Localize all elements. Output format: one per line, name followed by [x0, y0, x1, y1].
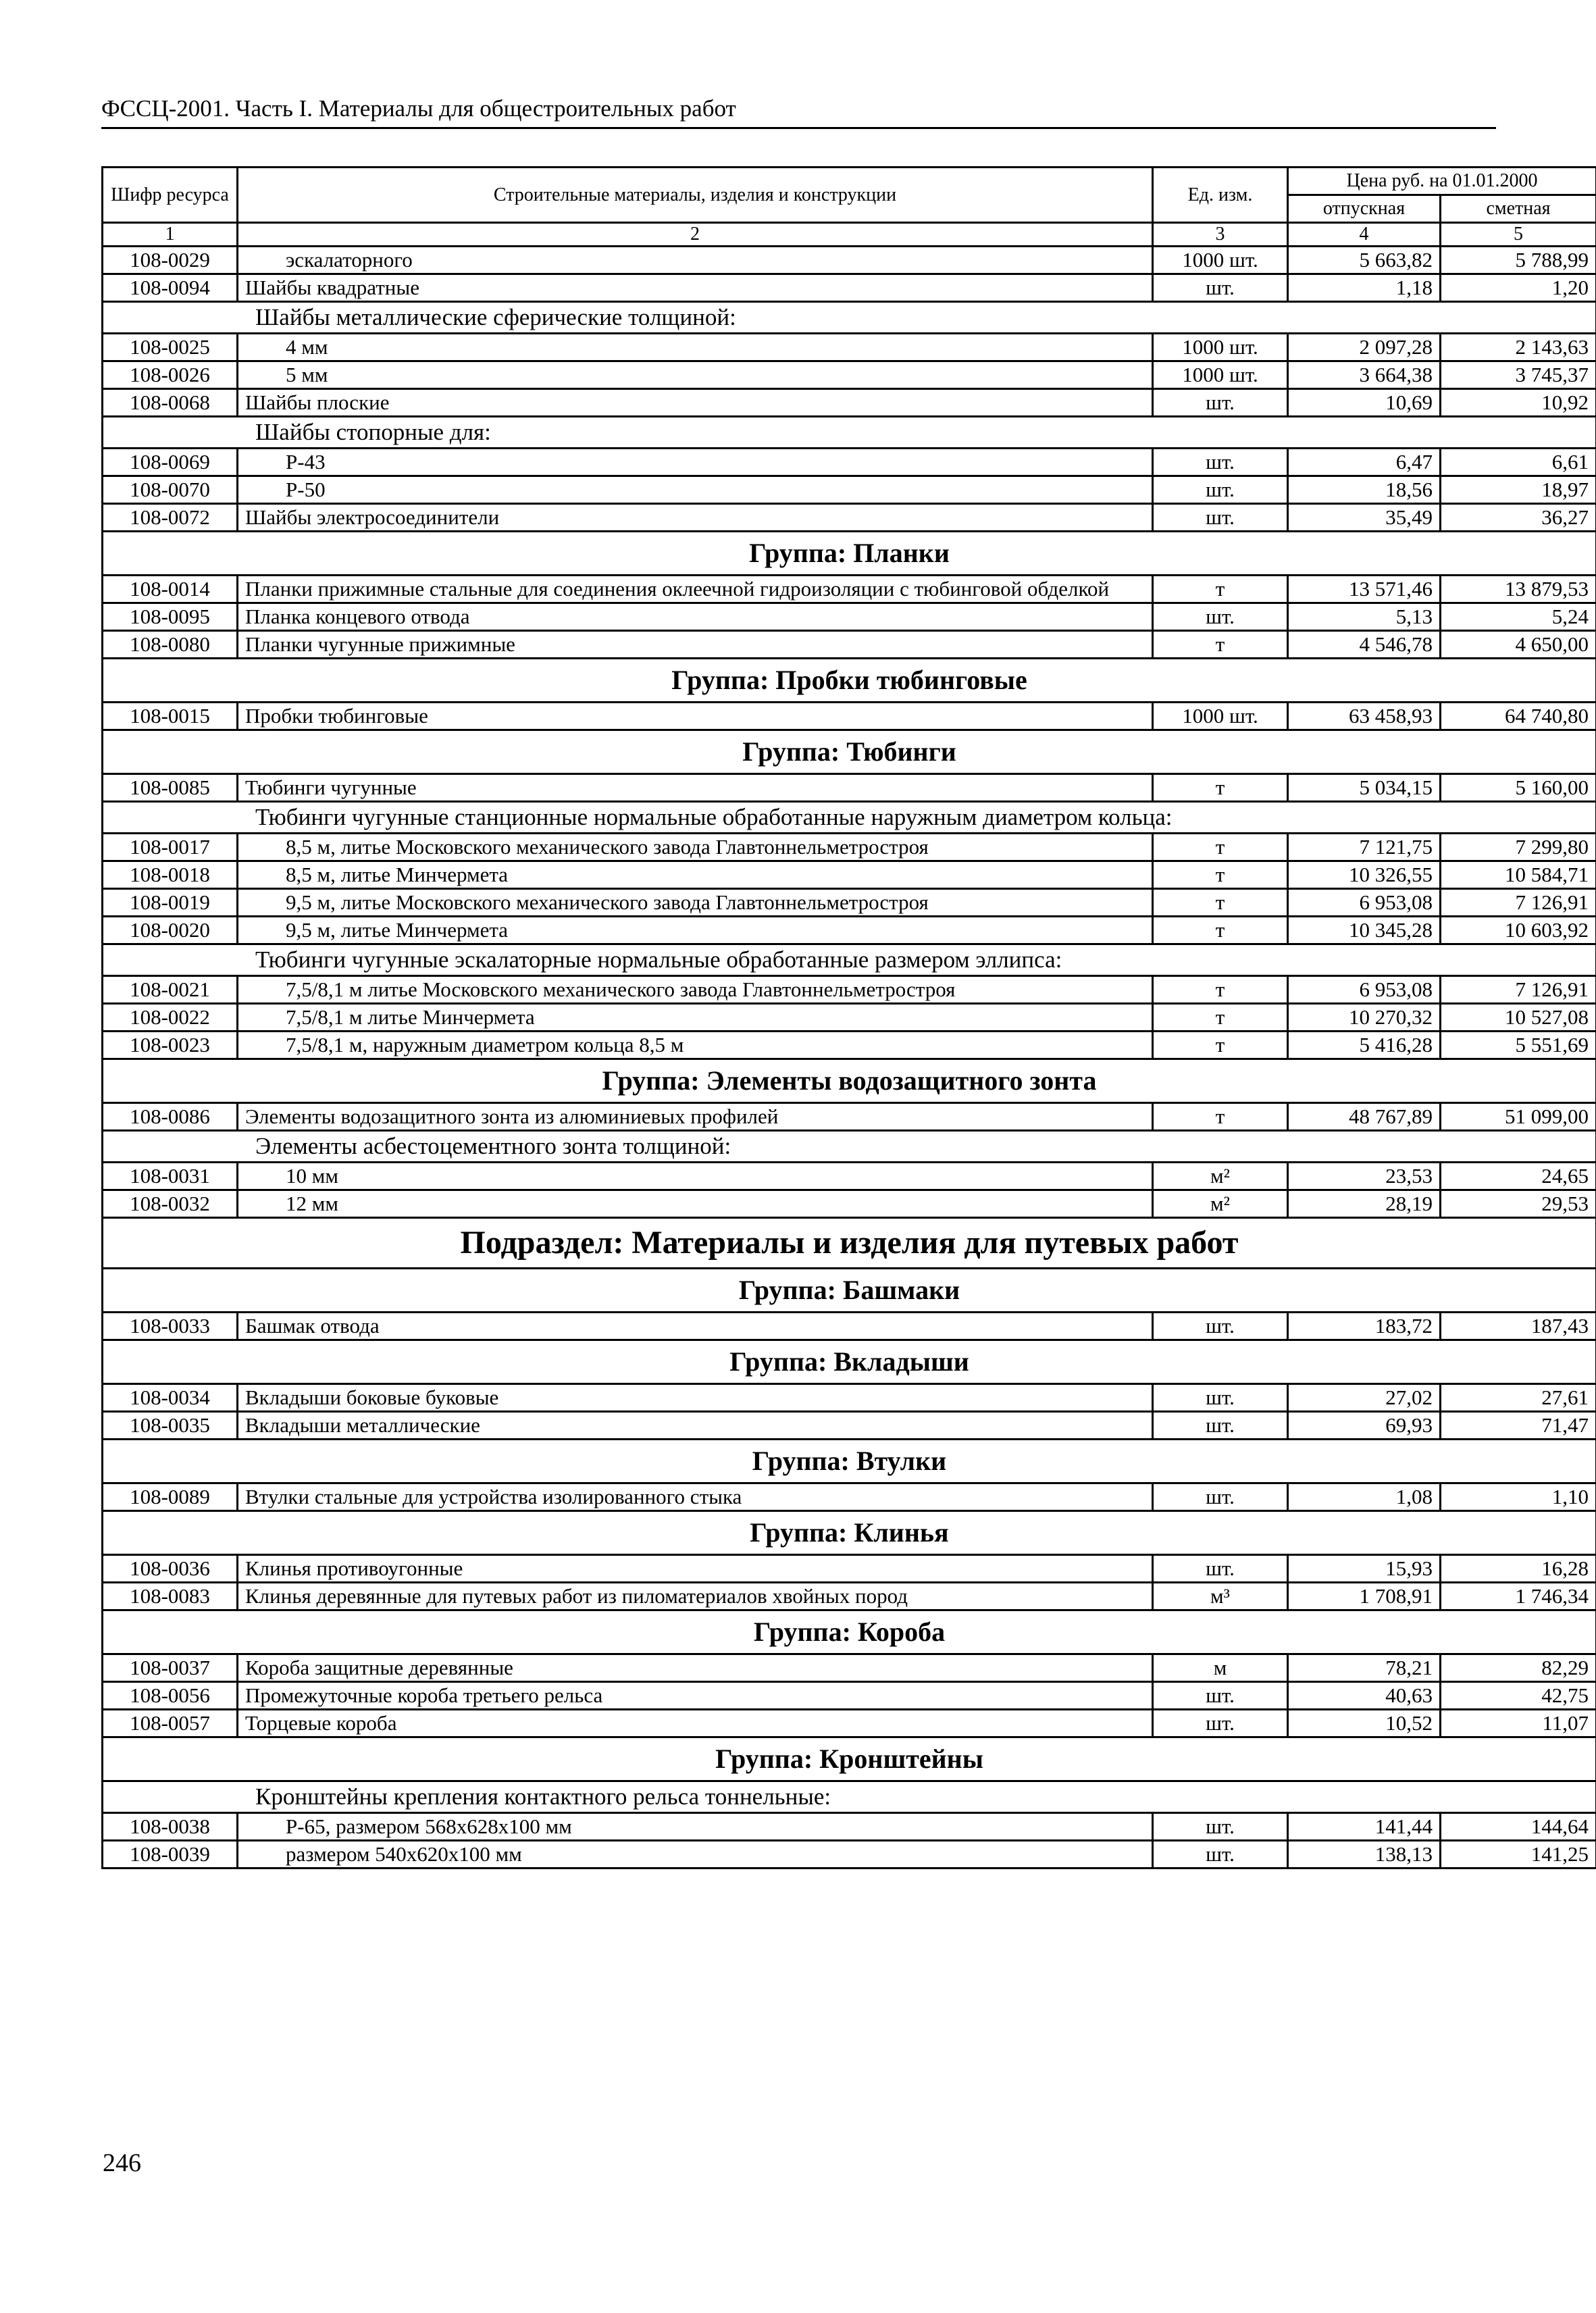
page-number: 246: [103, 2149, 141, 2177]
code-cell: 108-0039: [103, 1841, 238, 1869]
code-cell: 108-0023: [103, 1032, 238, 1059]
unit-cell: т: [1153, 774, 1288, 802]
name-cell: Клинья противоугонные: [238, 1555, 1153, 1583]
group-title: Группа: Элементы водозащитного зонта: [103, 1059, 1596, 1103]
subheading-row: [103, 1131, 1596, 1163]
group-row: [103, 659, 1596, 703]
estimate-price-cell: 51 099,00: [1441, 1103, 1596, 1131]
release-price-cell: 6,47: [1288, 449, 1441, 476]
table-row: [103, 476, 1596, 504]
estimate-price-cell: 5,24: [1441, 603, 1596, 631]
release-price-cell: 3 664,38: [1288, 361, 1441, 389]
unit-cell: т: [1153, 631, 1288, 659]
name-cell: Тюбинги чугунные: [238, 774, 1153, 802]
group-row: [103, 1340, 1596, 1384]
group-row: [103, 1059, 1596, 1103]
unit-cell: т: [1153, 1103, 1288, 1131]
col-number-3: 3: [1153, 223, 1288, 247]
code-cell: 108-0056: [103, 1682, 238, 1710]
name-cell: 9,5 м, литье Минчермета: [238, 917, 1153, 944]
estimate-price-cell: 71,47: [1441, 1412, 1596, 1440]
name-cell: Короба защитные деревянные: [238, 1654, 1153, 1682]
table-row: [103, 976, 1596, 1004]
release-price-cell: 5 416,28: [1288, 1032, 1441, 1059]
group-row: [103, 1269, 1596, 1313]
release-price-cell: 35,49: [1288, 504, 1441, 532]
table-row: [103, 504, 1596, 532]
estimate-price-cell: 10,92: [1441, 389, 1596, 417]
name-cell: 7,5/8,1 м литье Московского механического завода Главтоннельметростроя: [238, 976, 1153, 1004]
col-number-5: 5: [1441, 223, 1596, 247]
estimate-price-cell: 7 299,80: [1441, 834, 1596, 861]
release-price-cell: 5 034,15: [1288, 774, 1441, 802]
table-row: [103, 703, 1596, 730]
table-row: [103, 1412, 1596, 1440]
release-price-cell: 15,93: [1288, 1555, 1441, 1583]
unit-cell: м: [1153, 1654, 1288, 1682]
code-cell: 108-0038: [103, 1813, 238, 1841]
table-row: [103, 1163, 1596, 1190]
table-row: [103, 1004, 1596, 1032]
col-header-code: Шифр ресурса: [103, 168, 238, 223]
table-row: [103, 247, 1596, 274]
unit-cell: шт.: [1153, 1384, 1288, 1412]
name-cell: Р-65, размером 568х628х100 мм: [238, 1813, 1153, 1841]
subheading-text: Шайбы металлические сферические толщиной:: [103, 302, 1596, 334]
estimate-price-cell: 3 745,37: [1441, 361, 1596, 389]
code-cell: 108-0033: [103, 1313, 238, 1340]
name-cell: Элементы водозащитного зонта из алюминиевых профилей: [238, 1103, 1153, 1131]
table-body: [103, 247, 1596, 1869]
table-row: [103, 334, 1596, 361]
unit-cell: шт.: [1153, 1412, 1288, 1440]
name-cell: 8,5 м, литье Минчермета: [238, 861, 1153, 889]
release-price-cell: 5,13: [1288, 603, 1441, 631]
estimate-price-cell: 2 143,63: [1441, 334, 1596, 361]
unit-cell: шт.: [1153, 274, 1288, 302]
estimate-price-cell: 18,97: [1441, 476, 1596, 504]
release-price-cell: 1 708,91: [1288, 1583, 1441, 1610]
name-cell: Шайбы квадратные: [238, 274, 1153, 302]
unit-cell: т: [1153, 976, 1288, 1004]
release-price-cell: 6 953,08: [1288, 889, 1441, 917]
table-row: [103, 1682, 1596, 1710]
subheading-text: Кронштейны крепления контактного рельса тоннельные:: [103, 1781, 1596, 1813]
code-cell: 108-0083: [103, 1583, 238, 1610]
group-row: [103, 730, 1596, 774]
table-row: [103, 861, 1596, 889]
group-title: Группа: Вкладыши: [103, 1340, 1596, 1384]
col-number-4: 4: [1288, 223, 1441, 247]
unit-cell: шт.: [1153, 504, 1288, 532]
release-price-cell: 10 270,32: [1288, 1004, 1441, 1032]
table-row: [103, 1384, 1596, 1412]
release-price-cell: 40,63: [1288, 1682, 1441, 1710]
estimate-price-cell: 10 603,92: [1441, 917, 1596, 944]
release-price-cell: 2 097,28: [1288, 334, 1441, 361]
code-cell: 108-0029: [103, 247, 238, 274]
price-table: [101, 166, 1589, 1869]
estimate-price-cell: 4 650,00: [1441, 631, 1596, 659]
unit-cell: шт.: [1153, 603, 1288, 631]
name-cell: Планки прижимные стальные для соединения оклеечной гидроизоляции с тюбинговой обделкой: [238, 576, 1153, 603]
estimate-price-cell: 5 160,00: [1441, 774, 1596, 802]
name-cell: Вкладыши металлические: [238, 1412, 1153, 1440]
estimate-price-cell: 5 551,69: [1441, 1032, 1596, 1059]
estimate-price-cell: 10 584,71: [1441, 861, 1596, 889]
unit-cell: 1000 шт.: [1153, 703, 1288, 730]
release-price-cell: 13 571,46: [1288, 576, 1441, 603]
table-row: [103, 1103, 1596, 1131]
subheading-row: [103, 417, 1596, 449]
release-price-cell: 183,72: [1288, 1313, 1441, 1340]
estimate-price-cell: 6,61: [1441, 449, 1596, 476]
estimate-price-cell: 187,43: [1441, 1313, 1596, 1340]
column-number-row: [103, 223, 1596, 247]
table-row: [103, 774, 1596, 802]
group-title: Группа: Башмаки: [103, 1269, 1596, 1313]
subheading-text: Тюбинги чугунные станционные нормальные обработанные наружным диаметром кольца:: [103, 802, 1596, 834]
subheading-row: [103, 802, 1596, 834]
header-title: ФССЦ-2001. Часть I. Материалы для общестроительных работ: [101, 95, 736, 122]
table-header-row: [103, 168, 1596, 195]
estimate-price-cell: 7 126,91: [1441, 889, 1596, 917]
code-cell: 108-0089: [103, 1483, 238, 1511]
group-title: Группа: Клинья: [103, 1511, 1596, 1555]
subheading-text: Тюбинги чугунные эскалаторные нормальные обработанные размером эллипса:: [103, 944, 1596, 976]
group-row: [103, 1440, 1596, 1483]
name-cell: Планка концевого отвода: [238, 603, 1153, 631]
release-price-cell: 48 767,89: [1288, 1103, 1441, 1131]
name-cell: 4 мм: [238, 334, 1153, 361]
estimate-price-cell: 13 879,53: [1441, 576, 1596, 603]
code-cell: 108-0018: [103, 861, 238, 889]
estimate-price-cell: 1 746,34: [1441, 1583, 1596, 1610]
release-price-cell: 4 546,78: [1288, 631, 1441, 659]
unit-cell: шт.: [1153, 1555, 1288, 1583]
unit-cell: шт.: [1153, 389, 1288, 417]
unit-cell: т: [1153, 1032, 1288, 1059]
unit-cell: 1000 шт.: [1153, 334, 1288, 361]
code-cell: 108-0020: [103, 917, 238, 944]
release-price-cell: 10,69: [1288, 389, 1441, 417]
release-price-cell: 141,44: [1288, 1813, 1441, 1841]
code-cell: 108-0036: [103, 1555, 238, 1583]
name-cell: Шайбы электросоединители: [238, 504, 1153, 532]
col-number-1: 1: [103, 223, 238, 247]
name-cell: 8,5 м, литье Московского механического завода Главтоннельметростроя: [238, 834, 1153, 861]
section-title: Подраздел: Материалы и изделия для путевых работ: [103, 1218, 1596, 1269]
release-price-cell: 18,56: [1288, 476, 1441, 504]
name-cell: 5 мм: [238, 361, 1153, 389]
estimate-price-cell: 1,20: [1441, 274, 1596, 302]
code-cell: 108-0034: [103, 1384, 238, 1412]
table-row: [103, 1654, 1596, 1682]
table-row: [103, 1190, 1596, 1218]
name-cell: Втулки стальные для устройства изолированного стыка: [238, 1483, 1153, 1511]
release-price-cell: 28,19: [1288, 1190, 1441, 1218]
unit-cell: м³: [1153, 1583, 1288, 1610]
table-row: [103, 1032, 1596, 1059]
table-row: [103, 889, 1596, 917]
code-cell: 108-0032: [103, 1190, 238, 1218]
code-cell: 108-0037: [103, 1654, 238, 1682]
code-cell: 108-0095: [103, 603, 238, 631]
name-cell: 10 мм: [238, 1163, 1153, 1190]
release-price-cell: 1,18: [1288, 274, 1441, 302]
name-cell: Р-43: [238, 449, 1153, 476]
unit-cell: шт.: [1153, 449, 1288, 476]
group-title: Группа: Короба: [103, 1610, 1596, 1654]
estimate-price-cell: 7 126,91: [1441, 976, 1596, 1004]
estimate-price-cell: 144,64: [1441, 1813, 1596, 1841]
estimate-price-cell: 24,65: [1441, 1163, 1596, 1190]
release-price-cell: 10 345,28: [1288, 917, 1441, 944]
table-row: [103, 1555, 1596, 1583]
group-title: Группа: Планки: [103, 532, 1596, 576]
table-row: [103, 274, 1596, 302]
subheading-row: [103, 944, 1596, 976]
unit-cell: т: [1153, 917, 1288, 944]
unit-cell: м²: [1153, 1190, 1288, 1218]
name-cell: 7,5/8,1 м, наружным диаметром кольца 8,5 м: [238, 1032, 1153, 1059]
name-cell: Торцевые короба: [238, 1710, 1153, 1737]
name-cell: Шайбы плоские: [238, 389, 1153, 417]
table-row: [103, 576, 1596, 603]
release-price-cell: 78,21: [1288, 1654, 1441, 1682]
code-cell: 108-0080: [103, 631, 238, 659]
estimate-price-cell: 64 740,80: [1441, 703, 1596, 730]
code-cell: 108-0026: [103, 361, 238, 389]
unit-cell: шт.: [1153, 1483, 1288, 1511]
group-title: Группа: Втулки: [103, 1440, 1596, 1483]
code-cell: 108-0025: [103, 334, 238, 361]
table-row: [103, 361, 1596, 389]
code-cell: 108-0014: [103, 576, 238, 603]
col-header-price: Цена руб. на 01.01.2000: [1288, 168, 1596, 195]
table-row: [103, 1483, 1596, 1511]
estimate-price-cell: 36,27: [1441, 504, 1596, 532]
unit-cell: м²: [1153, 1163, 1288, 1190]
name-cell: 9,5 м, литье Московского механического завода Главтоннельметростроя: [238, 889, 1153, 917]
group-title: Группа: Кронштейны: [103, 1737, 1596, 1781]
release-price-cell: 1,08: [1288, 1483, 1441, 1511]
table-row: [103, 631, 1596, 659]
estimate-price-cell: 29,53: [1441, 1190, 1596, 1218]
code-cell: 108-0019: [103, 889, 238, 917]
name-cell: Пробки тюбинговые: [238, 703, 1153, 730]
table-row: [103, 603, 1596, 631]
release-price-cell: 138,13: [1288, 1841, 1441, 1869]
unit-cell: т: [1153, 576, 1288, 603]
unit-cell: шт.: [1153, 1813, 1288, 1841]
release-price-cell: 23,53: [1288, 1163, 1441, 1190]
table-row: [103, 1313, 1596, 1340]
release-price-cell: 10 326,55: [1288, 861, 1441, 889]
col-header-name: Строительные материалы, изделия и конструкции: [238, 168, 1153, 223]
name-cell: Р-50: [238, 476, 1153, 504]
section-row: [103, 1218, 1596, 1269]
code-cell: 108-0069: [103, 449, 238, 476]
estimate-price-cell: 16,28: [1441, 1555, 1596, 1583]
unit-cell: т: [1153, 834, 1288, 861]
name-cell: Клинья деревянные для путевых работ из пиломатериалов хвойных пород: [238, 1583, 1153, 1610]
col-header-unit: Ед. изм.: [1153, 168, 1288, 223]
col-header-estimate: сметная: [1441, 195, 1596, 223]
name-cell: Планки чугунные прижимные: [238, 631, 1153, 659]
code-cell: 108-0086: [103, 1103, 238, 1131]
unit-cell: 1000 шт.: [1153, 247, 1288, 274]
unit-cell: шт.: [1153, 1682, 1288, 1710]
col-number-2: 2: [238, 223, 1153, 247]
unit-cell: т: [1153, 1004, 1288, 1032]
release-price-cell: 27,02: [1288, 1384, 1441, 1412]
code-cell: 108-0072: [103, 504, 238, 532]
code-cell: 108-0017: [103, 834, 238, 861]
estimate-price-cell: 1,10: [1441, 1483, 1596, 1511]
release-price-cell: 6 953,08: [1288, 976, 1441, 1004]
group-row: [103, 1610, 1596, 1654]
unit-cell: шт.: [1153, 1313, 1288, 1340]
name-cell: Вкладыши боковые буковые: [238, 1384, 1153, 1412]
release-price-cell: 63 458,93: [1288, 703, 1441, 730]
group-row: [103, 1511, 1596, 1555]
unit-cell: т: [1153, 861, 1288, 889]
name-cell: 7,5/8,1 м литье Минчермета: [238, 1004, 1153, 1032]
code-cell: 108-0022: [103, 1004, 238, 1032]
group-title: Группа: Пробки тюбинговые: [103, 659, 1596, 703]
group-title: Группа: Тюбинги: [103, 730, 1596, 774]
release-price-cell: 7 121,75: [1288, 834, 1441, 861]
estimate-price-cell: 42,75: [1441, 1682, 1596, 1710]
unit-cell: 1000 шт.: [1153, 361, 1288, 389]
code-cell: 108-0068: [103, 389, 238, 417]
code-cell: 108-0015: [103, 703, 238, 730]
code-cell: 108-0094: [103, 274, 238, 302]
unit-cell: т: [1153, 889, 1288, 917]
code-cell: 108-0057: [103, 1710, 238, 1737]
code-cell: 108-0070: [103, 476, 238, 504]
name-cell: эскалаторного: [238, 247, 1153, 274]
name-cell: 12 мм: [238, 1190, 1153, 1218]
code-cell: 108-0035: [103, 1412, 238, 1440]
unit-cell: шт.: [1153, 1710, 1288, 1737]
code-cell: 108-0021: [103, 976, 238, 1004]
group-row: [103, 1737, 1596, 1781]
unit-cell: шт.: [1153, 476, 1288, 504]
subheading-text: Шайбы стопорные для:: [103, 417, 1596, 449]
table-row: [103, 1710, 1596, 1737]
release-price-cell: 69,93: [1288, 1412, 1441, 1440]
code-cell: 108-0085: [103, 774, 238, 802]
name-cell: Промежуточные короба третьего рельса: [238, 1682, 1153, 1710]
table-row: [103, 917, 1596, 944]
name-cell: Башмак отвода: [238, 1313, 1153, 1340]
code-cell: 108-0031: [103, 1163, 238, 1190]
release-price-cell: 5 663,82: [1288, 247, 1441, 274]
unit-cell: шт.: [1153, 1841, 1288, 1869]
estimate-price-cell: 82,29: [1441, 1654, 1596, 1682]
table-row: [103, 1841, 1596, 1869]
estimate-price-cell: 27,61: [1441, 1384, 1596, 1412]
subheading-row: [103, 302, 1596, 334]
release-price-cell: 10,52: [1288, 1710, 1441, 1737]
subheading-text: Элементы асбестоцементного зонта толщиной:: [103, 1131, 1596, 1163]
table-row: [103, 1813, 1596, 1841]
estimate-price-cell: 11,07: [1441, 1710, 1596, 1737]
table-row: [103, 449, 1596, 476]
page-header: [101, 92, 1496, 129]
subheading-row: [103, 1781, 1596, 1813]
table-row: [103, 834, 1596, 861]
col-header-release: отпускная: [1288, 195, 1441, 223]
estimate-price-cell: 5 788,99: [1441, 247, 1596, 274]
table-row: [103, 1583, 1596, 1610]
estimate-price-cell: 10 527,08: [1441, 1004, 1596, 1032]
table-row: [103, 389, 1596, 417]
estimate-price-cell: 141,25: [1441, 1841, 1596, 1869]
group-row: [103, 532, 1596, 576]
name-cell: размером 540х620х100 мм: [238, 1841, 1153, 1869]
